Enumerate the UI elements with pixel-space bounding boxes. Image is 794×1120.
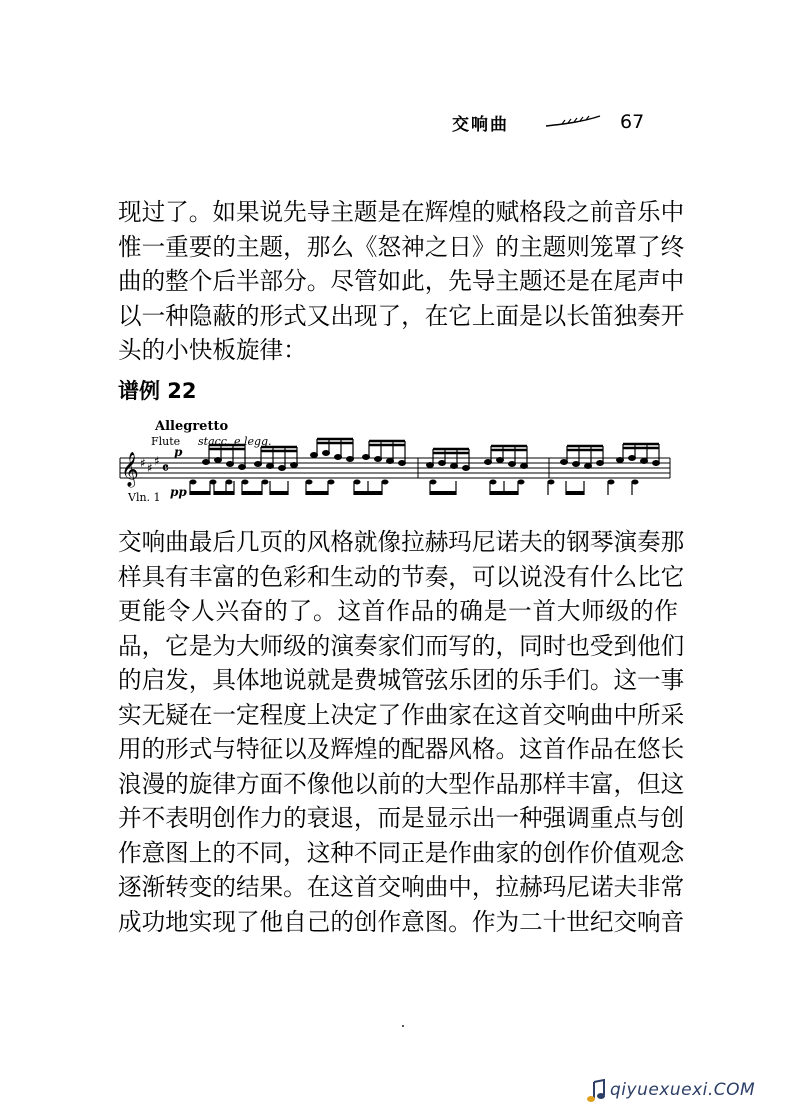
ornament-flourish-icon [544,114,602,128]
music-note-icon [586,1079,608,1105]
text-line: 头的小快板旋律： [118,336,307,364]
text-line: 浪漫的旋律方面不像他以前的大型作品那样丰富，但这 [118,769,685,798]
text-line: 惟一重要的主题，那么《怒神之日》的主题则笼罩了终 [118,232,685,261]
text-line: 样具有丰富的色彩和生动的节奏，可以说没有什么比它 [118,562,685,591]
svg-text:𝄞: 𝄞 [121,452,139,487]
text-line: 作意图上的不同，这种不同正是作曲家的创作价值观念 [118,838,685,867]
score-dynamic-violin: pp [170,485,187,499]
text-line: 现过了。如果说先导主题是在辉煌的赋格段之前音乐中 [118,198,685,226]
text-line: 的启发，具体地说就是费城管弦乐团的乐手们。这一事 [118,666,685,694]
text-line: 曲的整个后半部分。尽管如此，先导主题还是在尾声中 [118,267,685,295]
example-title: 谱例 22 [118,379,197,403]
svg-text:𝄴: 𝄴 [162,459,169,477]
scan-speck [402,1025,404,1027]
score-instrument-label: Flute [151,435,181,448]
text-line: 更能令人兴奋的了。这首作品的确是一首大师级的作 [118,597,678,625]
text-line: 逐渐转变的结果。在这首交响曲中，拉赫玛尼诺夫非常 [118,873,685,901]
site-watermark [586,1078,776,1106]
text-line: 交响曲最后几页的风格就像拉赫玛尼诺夫的钢琴演奏那 [118,528,685,556]
score-part-label: Vln. 1 [128,491,161,504]
text-line: 用的形式与特征以及辉煌的配器风格。这首作品在悠长 [118,735,685,763]
running-head [452,110,682,140]
page-number: 67 [620,111,645,133]
paragraph-1 [118,195,685,368]
running-title: 交响曲 [452,115,509,135]
score-dynamic-flute: p [174,445,183,459]
music-score-excerpt [118,415,678,525]
watermark-text: qiyuexuexi.COM [610,1080,756,1100]
score-tempo-marking: Allegretto [155,419,229,434]
svg-text:♯: ♯ [154,454,160,468]
score-articulation: stacc. e legg. [198,435,272,448]
text-line: 实无疑在一定程度上决定了作曲家在这首交响曲中所采 [118,700,685,729]
text-line: 品，它是为大师级的演奏家们而写的，同时也受到他们 [118,631,685,660]
text-line: 并不表明创作力的衰退，而是显示出一种强调重点与创 [118,804,685,832]
svg-text:♯: ♯ [140,456,146,470]
text-line: 成功地实现了他自己的创作意图。作为二十世纪交响音 [118,907,685,936]
text-line: 以一种隐蔽的形式又出现了，在它上面是以长笛独奏开 [118,301,685,330]
svg-text:♯: ♯ [147,461,153,475]
paragraph-2 [118,525,685,939]
